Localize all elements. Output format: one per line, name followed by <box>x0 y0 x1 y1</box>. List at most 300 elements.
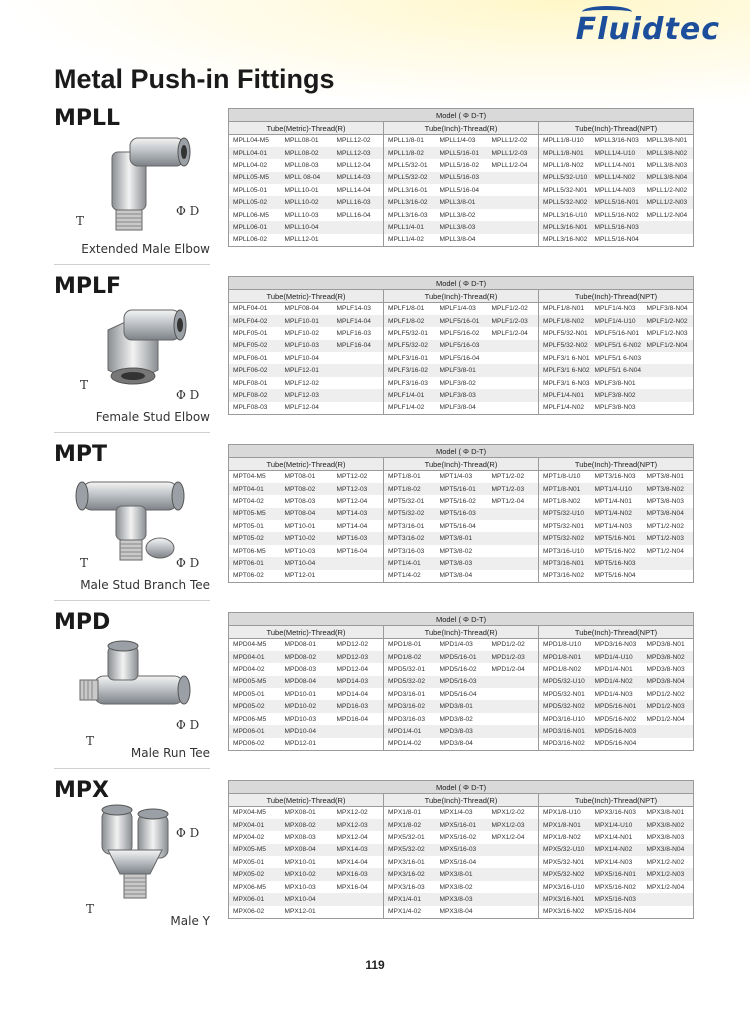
column-group-header: Tube(Metric)-Thread(R) <box>229 626 384 639</box>
model-cell: MPX10-02 <box>281 868 333 880</box>
model-cell: MPT3/8-02 <box>439 547 473 555</box>
model-cell <box>488 700 539 712</box>
column-group-header: Tube(Inch)-Thread(NPT) <box>539 626 694 639</box>
model-cell: MPT10-04 <box>281 557 333 569</box>
model-cell: MPD3/8-N02 <box>643 651 694 663</box>
model-cell: MPX5/32-U10 <box>539 844 591 856</box>
table-row <box>229 377 694 389</box>
model-cell: MPX3/8-N02 <box>643 819 694 831</box>
model-cell <box>488 209 539 221</box>
model-cell: MPT1/2-N04 <box>643 545 694 557</box>
model-cell <box>643 389 694 401</box>
table-row <box>229 868 694 880</box>
model-cell: MPX3/16-N02 <box>539 906 591 918</box>
model-cell: MPLL3/16-N02 <box>539 234 591 246</box>
diameter-label: Φ D <box>176 826 200 840</box>
model-cell: MPX14-04 <box>333 856 384 868</box>
model-cell: MPD1/2-N04 <box>643 713 694 725</box>
brand-logo: Fluidtec <box>575 12 720 47</box>
model-cell: MPT06-01 <box>229 557 281 569</box>
table-row <box>229 738 694 750</box>
model-cell: MPLL3/8-03 <box>436 221 488 233</box>
model-cell: MPD3/16-N01 <box>539 725 591 737</box>
column-group-header: Tube(Metric)-Thread(R) <box>229 290 384 303</box>
model-cell: MPX12-04 <box>333 831 384 843</box>
model-cell: MPT10-02 <box>281 532 333 544</box>
page-number: 119 <box>365 958 385 972</box>
model-cell: MPX3/8-04 <box>436 906 488 918</box>
model-cell: MPX10-04 <box>281 893 333 905</box>
table-row <box>229 688 694 700</box>
model-cell: MPT10-03 <box>284 547 316 555</box>
table-row <box>229 402 694 414</box>
model-cell: MPLL5/32-N02 <box>539 196 591 208</box>
model-cell: MPLF1/4-01 <box>384 389 436 401</box>
model-cell <box>488 725 539 737</box>
model-cell <box>333 221 384 233</box>
model-cell: MPX1/8-01 <box>384 807 436 819</box>
model-cell: MPT1/4-N03 <box>594 522 632 530</box>
model-cell: MPT3/16-N02 <box>539 570 591 582</box>
model-cell: MPT5/16-N03 <box>591 557 643 569</box>
model-cell <box>333 557 384 569</box>
column-group-header: Tube(Inch)-Thread(NPT) <box>539 290 694 303</box>
model-cell: MPX10-01 <box>284 858 316 866</box>
model-cell: MPX1/4-N02 <box>591 844 643 856</box>
model-cell <box>643 725 694 737</box>
model-cell: MPD1/4-U10 <box>591 651 643 663</box>
model-cell: MPD1/4-N01 <box>594 665 633 673</box>
model-cell <box>643 221 694 233</box>
model-cell <box>488 172 539 184</box>
table-row <box>229 234 694 246</box>
model-cell <box>488 352 539 364</box>
model-cell: MPLL12-03 <box>333 147 384 159</box>
model-cell: MPLF05-02 <box>229 340 281 352</box>
model-cell: MPLL5/32-N01 <box>539 184 591 196</box>
model-cell: MPX06-01 <box>229 893 281 905</box>
model-cell: MPT1/8-01 <box>384 471 436 483</box>
model-cell: MPLF3/1 6-N03 <box>539 377 591 389</box>
model-cell: MPD1/2-N03 <box>643 700 694 712</box>
model-cell: MPD12-02 <box>333 639 384 651</box>
model-cell <box>488 520 539 532</box>
table-row <box>229 893 694 905</box>
table-row <box>229 135 694 147</box>
model-cell: MPX08-01 <box>284 809 316 817</box>
model-cell: MPLF12-01 <box>281 364 333 376</box>
model-cell: MPLL14-03 <box>333 172 384 184</box>
model-cell: MPD06-01 <box>229 725 281 737</box>
model-cell <box>333 377 384 389</box>
model-cell: MPD5/16-03 <box>436 676 488 688</box>
model-cell: MPT3/8-N04 <box>643 508 694 520</box>
model-header: Model ( Φ D-T) <box>229 445 694 458</box>
model-cell: MPLL1/4-03 <box>439 137 476 145</box>
model-cell: MPLL5/32-U10 <box>539 172 591 184</box>
table-row <box>229 881 694 893</box>
model-cell: MPX5/16-02 <box>439 833 477 841</box>
model-cell: MPLL5/16-N03 <box>591 221 643 233</box>
model-cell: MPX5/16-03 <box>436 844 488 856</box>
model-cell: MPLF5/32-02 <box>384 340 436 352</box>
model-cell: MPLF3/16-02 <box>384 364 436 376</box>
model-cell <box>333 364 384 376</box>
model-cell <box>488 570 539 582</box>
model-cell: MPT04-02 <box>229 495 281 507</box>
model-cell <box>643 570 694 582</box>
model-cell <box>333 725 384 737</box>
section-code: MPLF <box>54 274 122 299</box>
table-row <box>229 209 694 221</box>
model-cell: MPLF1/2-N03 <box>643 327 694 339</box>
model-cell: MPD1/8-U10 <box>539 639 591 651</box>
model-cell: MPX08-03 <box>284 833 316 841</box>
model-cell: MPD1/4-N03 <box>594 690 633 698</box>
product-section-mpx <box>0 778 750 940</box>
column-group-header: Tube(Inch)-Thread(R) <box>384 794 539 807</box>
model-cell: MPT3/8-N02 <box>643 483 694 495</box>
model-cell: MPX1/2-N03 <box>643 868 694 880</box>
model-cell: MPT5/16-01 <box>436 483 488 495</box>
model-cell <box>488 906 539 918</box>
model-cell <box>488 532 539 544</box>
model-cell: MPLL1/4-02 <box>384 234 436 246</box>
model-cell: MPT5/16-N01 <box>591 532 643 544</box>
model-cell <box>643 377 694 389</box>
model-cell: MPX5/16-N04 <box>591 906 643 918</box>
table-row <box>229 389 694 401</box>
model-cell: MPD12-03 <box>333 651 384 663</box>
model-cell: MPLF1/4-02 <box>384 402 436 414</box>
model-cell: MPX1/4-01 <box>384 893 436 905</box>
page-title: Metal Push-in Fittings <box>54 64 335 94</box>
model-cell: MPLL08-03 <box>284 161 319 169</box>
model-cell: MPLF5/16-02 <box>439 329 480 337</box>
model-cell: MPLL1/4-N01 <box>594 161 636 169</box>
table-row <box>229 844 694 856</box>
model-cell: MPLF1/8-01 <box>384 303 436 315</box>
model-table <box>228 780 694 919</box>
model-cell: MPT5/16-03 <box>436 508 488 520</box>
model-cell <box>333 402 384 414</box>
table-row <box>229 352 694 364</box>
model-cell: MPT12-01 <box>281 570 333 582</box>
model-cell: MPD3/8-01 <box>436 700 488 712</box>
model-cell: MPX1/4-U10 <box>591 819 643 831</box>
model-cell: MPLF1/8-02 <box>384 315 436 327</box>
model-cell: MPT1/2-04 <box>488 495 539 507</box>
model-cell: MPX1/4-N01 <box>594 833 633 841</box>
model-cell: MPT16-04 <box>333 545 384 557</box>
column-group-header: Tube(Inch)-Thread(R) <box>384 458 539 471</box>
column-group-header: Tube(Metric)-Thread(R) <box>229 794 384 807</box>
model-cell: MPD3/8-N04 <box>643 676 694 688</box>
thread-label: T <box>76 214 85 228</box>
model-cell: MPT3/8-03 <box>436 557 488 569</box>
model-cell: MPX5/16-N01 <box>591 868 643 880</box>
model-cell: MPT5/32-N01 <box>539 520 591 532</box>
model-cell: MPLF10-02 <box>284 329 319 337</box>
model-cell: MPX04-02 <box>229 831 281 843</box>
model-cell: MPX5/32-01 <box>384 831 436 843</box>
model-cell <box>488 738 539 750</box>
model-cell: MPLL10-03 <box>284 211 319 219</box>
model-cell: MPLL3/8-N04 <box>643 172 694 184</box>
model-cell: MPLF5/16-01 <box>436 315 488 327</box>
model-cell: MPX5/16-N02 <box>594 883 636 891</box>
model-cell: MPT5/32-N02 <box>539 532 591 544</box>
model-cell: MPD3/8-N03 <box>643 663 694 675</box>
model-cell: MPLL3/16-U10 <box>539 209 591 221</box>
model-cell: MPD06-02 <box>229 738 281 750</box>
fitting-image-icon <box>68 804 198 904</box>
model-cell: MPT04-M5 <box>229 471 281 483</box>
model-cell: MPT5/16-N02 <box>594 547 636 555</box>
model-cell: MPX5/32-N02 <box>539 868 591 880</box>
model-cell <box>488 196 539 208</box>
model-cell: MPD3/16-N02 <box>539 738 591 750</box>
model-cell <box>643 557 694 569</box>
table-row <box>229 471 694 483</box>
model-cell: MPX04-M5 <box>229 807 281 819</box>
model-cell: MPD3/8-04 <box>436 738 488 750</box>
model-cell: MPD1/8-N01 <box>539 651 591 663</box>
model-cell: MPX16-04 <box>333 881 384 893</box>
model-cell: MPX1/2-02 <box>488 807 539 819</box>
model-cell: MPD1/8-N02 <box>539 663 591 675</box>
model-cell: MPD12-04 <box>333 663 384 675</box>
table-row <box>229 184 694 196</box>
model-cell: MPLF06-02 <box>229 364 281 376</box>
model-cell: MPLL04-01 <box>229 147 281 159</box>
table-row <box>229 639 694 651</box>
model-cell: MPT5/16-04 <box>439 522 476 530</box>
model-cell: MPLL3/16-03 <box>384 209 436 221</box>
table-row <box>229 303 694 315</box>
model-cell: MPLF1/4-U10 <box>591 315 643 327</box>
model-cell <box>643 364 694 376</box>
table-row <box>229 545 694 557</box>
model-cell: MPLF3/8-N02 <box>591 389 643 401</box>
model-cell: MPLL5/16-N04 <box>591 234 643 246</box>
model-cell: MPD10-01 <box>284 690 317 698</box>
table-row <box>229 532 694 544</box>
section-divider <box>54 432 210 433</box>
model-cell: MPD10-04 <box>281 725 333 737</box>
model-cell: MPLL1/8-U10 <box>539 135 591 147</box>
model-cell: MPLL14-04 <box>333 184 384 196</box>
model-cell: MPX5/16-04 <box>439 858 477 866</box>
model-cell: MPD5/32-U10 <box>539 676 591 688</box>
column-group-header: Tube(Inch)-Thread(R) <box>384 626 539 639</box>
model-cell: MPLF3/1 6-N01 <box>539 352 591 364</box>
section-code: MPLL <box>54 106 121 131</box>
model-cell: MPT1/8-U10 <box>539 471 591 483</box>
model-cell: MPT5/32-01 <box>384 495 436 507</box>
section-code: MPT <box>54 442 108 467</box>
model-cell: MPLL3/16-N01 <box>539 221 591 233</box>
model-cell: MPD04-02 <box>229 663 281 675</box>
product-section-mplf <box>0 274 750 436</box>
product-section-mpll <box>0 106 750 268</box>
model-cell <box>643 906 694 918</box>
model-cell: MPLL1/8-N02 <box>539 159 591 171</box>
model-cell: MPX10-03 <box>284 883 316 891</box>
model-cell: MPD16-03 <box>333 700 384 712</box>
model-cell: MPD3/16-U10 <box>539 713 591 725</box>
model-header: Model ( Φ D-T) <box>229 277 694 290</box>
model-cell <box>333 352 384 364</box>
model-cell: MPT3/16-N03 <box>594 473 636 481</box>
model-header: Model ( Φ D-T) <box>229 109 694 122</box>
table-row <box>229 713 694 725</box>
model-cell: MPLL3/8-N02 <box>643 147 694 159</box>
model-cell: MPLL1/4-01 <box>384 221 436 233</box>
model-cell <box>643 234 694 246</box>
model-cell: MPT1/2-N02 <box>643 520 694 532</box>
model-cell: MPLF3/16-03 <box>384 377 436 389</box>
product-name: Male Stud Branch Tee <box>80 578 210 592</box>
model-cell: MPLF05-01 <box>229 327 281 339</box>
model-cell: MPX3/16-01 <box>384 856 436 868</box>
model-cell: MPX06-M5 <box>229 881 281 893</box>
model-cell: MPD08-03 <box>284 665 317 673</box>
table-row <box>229 570 694 582</box>
model-cell: MPLL5/16-N01 <box>591 196 643 208</box>
model-cell: MPLF1/4-N03 <box>594 305 636 313</box>
model-cell: MPT14-03 <box>333 508 384 520</box>
model-cell <box>488 545 539 557</box>
model-cell: MPD14-03 <box>333 676 384 688</box>
model-cell: MPT1/4-01 <box>384 557 436 569</box>
model-cell: MPD05-02 <box>229 700 281 712</box>
model-cell: MPD08-04 <box>281 676 333 688</box>
table-row <box>229 172 694 184</box>
thread-label: T <box>86 902 95 916</box>
model-cell: MPX3/16-02 <box>384 868 436 880</box>
model-cell: MPLL12-02 <box>333 135 384 147</box>
table-row <box>229 819 694 831</box>
model-cell: MPD5/16-04 <box>439 690 477 698</box>
model-cell: MPD1/4-03 <box>439 641 473 649</box>
model-cell <box>333 570 384 582</box>
model-cell: MPLF3/8-N01 <box>594 379 636 387</box>
table-row <box>229 906 694 918</box>
model-cell <box>333 389 384 401</box>
model-cell: MPLF1/2-03 <box>488 315 539 327</box>
model-cell: MPLL5/16-02 <box>439 161 480 169</box>
model-cell: MPT06-M5 <box>229 545 281 557</box>
model-cell: MPLF1/8-N01 <box>539 303 591 315</box>
model-cell: MPT3/16-N01 <box>539 557 591 569</box>
model-cell: MPX5/32-02 <box>384 844 436 856</box>
model-header: Model ( Φ D-T) <box>229 613 694 626</box>
model-cell: MPD3/16-N03 <box>594 641 637 649</box>
model-cell: MPX3/16-N03 <box>594 809 636 817</box>
model-cell: MPT12-02 <box>333 471 384 483</box>
table-row <box>229 651 694 663</box>
model-cell: MPLF10-03 <box>281 340 333 352</box>
model-cell: MPLL05-M5 <box>229 172 281 184</box>
model-cell: MPLF5/16-N01 <box>594 329 640 337</box>
model-cell: MPT1/8-N02 <box>539 495 591 507</box>
model-cell: MPD3/8-02 <box>439 715 473 723</box>
model-cell: MPLL1/8-02 <box>384 147 436 159</box>
model-cell: MPLF14-04 <box>333 315 384 327</box>
model-cell: MPLF1/2-04 <box>488 327 539 339</box>
model-cell <box>333 906 384 918</box>
model-cell: MPLF1/2-02 <box>488 303 539 315</box>
model-cell: MPLF04-01 <box>229 303 281 315</box>
model-cell: MPLF16-03 <box>333 327 384 339</box>
model-cell: MPLF16-04 <box>333 340 384 352</box>
model-cell: MPT3/16-U10 <box>539 545 591 557</box>
model-cell: MPLF08-04 <box>284 305 319 313</box>
model-cell: MPD14-04 <box>333 688 384 700</box>
model-cell: MPD1/4-N02 <box>591 676 643 688</box>
column-group-header: Tube(Metric)-Thread(R) <box>229 458 384 471</box>
model-cell: MPLF3/8-01 <box>436 364 488 376</box>
model-cell: MPLL05-01 <box>229 184 281 196</box>
model-cell: MPT06-02 <box>229 570 281 582</box>
model-cell: MPX1/4-02 <box>384 906 436 918</box>
model-cell: MPD08-02 <box>281 651 333 663</box>
product-name: Male Run Tee <box>130 746 210 760</box>
table-row <box>229 159 694 171</box>
model-cell: MPLL1/4-U10 <box>591 147 643 159</box>
thread-label: T <box>80 556 89 570</box>
thread-label: T <box>86 734 95 748</box>
model-cell <box>488 856 539 868</box>
table-row <box>229 557 694 569</box>
model-cell: MPT12-03 <box>333 483 384 495</box>
model-cell: MPD5/16-N01 <box>591 700 643 712</box>
model-cell: MPLF5/16-04 <box>439 354 480 362</box>
model-cell: MPT1/4-U10 <box>591 483 643 495</box>
product-section-mpd <box>0 610 750 772</box>
model-cell <box>488 184 539 196</box>
model-cell: MPT1/8-02 <box>384 483 436 495</box>
table-row <box>229 147 694 159</box>
model-cell: MPT3/8-N01 <box>643 471 694 483</box>
model-cell <box>488 844 539 856</box>
model-cell: MPD12-01 <box>281 738 333 750</box>
model-cell: MPT14-04 <box>333 520 384 532</box>
table-row <box>229 663 694 675</box>
model-cell: MPLL16-03 <box>333 196 384 208</box>
section-divider <box>54 264 210 265</box>
model-cell: MPLL10-01 <box>284 186 319 194</box>
model-cell: MPLF12-04 <box>281 402 333 414</box>
model-cell: MPT1/2-N03 <box>643 532 694 544</box>
model-cell: MPD1/8-02 <box>384 651 436 663</box>
table-row <box>229 315 694 327</box>
model-header: Model ( Φ D-T) <box>229 781 694 794</box>
model-cell: MPLF10-01 <box>281 315 333 327</box>
model-cell: MPLF1/8-N02 <box>539 315 591 327</box>
model-cell: MPX05-01 <box>229 856 281 868</box>
model-cell <box>488 340 539 352</box>
model-cell: MPLL10-02 <box>281 196 333 208</box>
section-code: MPX <box>54 778 109 803</box>
model-cell: MPX1/8-02 <box>384 819 436 831</box>
model-cell: MPX1/8-N01 <box>539 819 591 831</box>
model-cell: MPLF5/1 6-N04 <box>591 364 643 376</box>
model-cell: MPX3/8-N04 <box>643 844 694 856</box>
model-cell: MPT5/16-02 <box>439 497 476 505</box>
model-cell: MPX3/8-02 <box>439 883 473 891</box>
